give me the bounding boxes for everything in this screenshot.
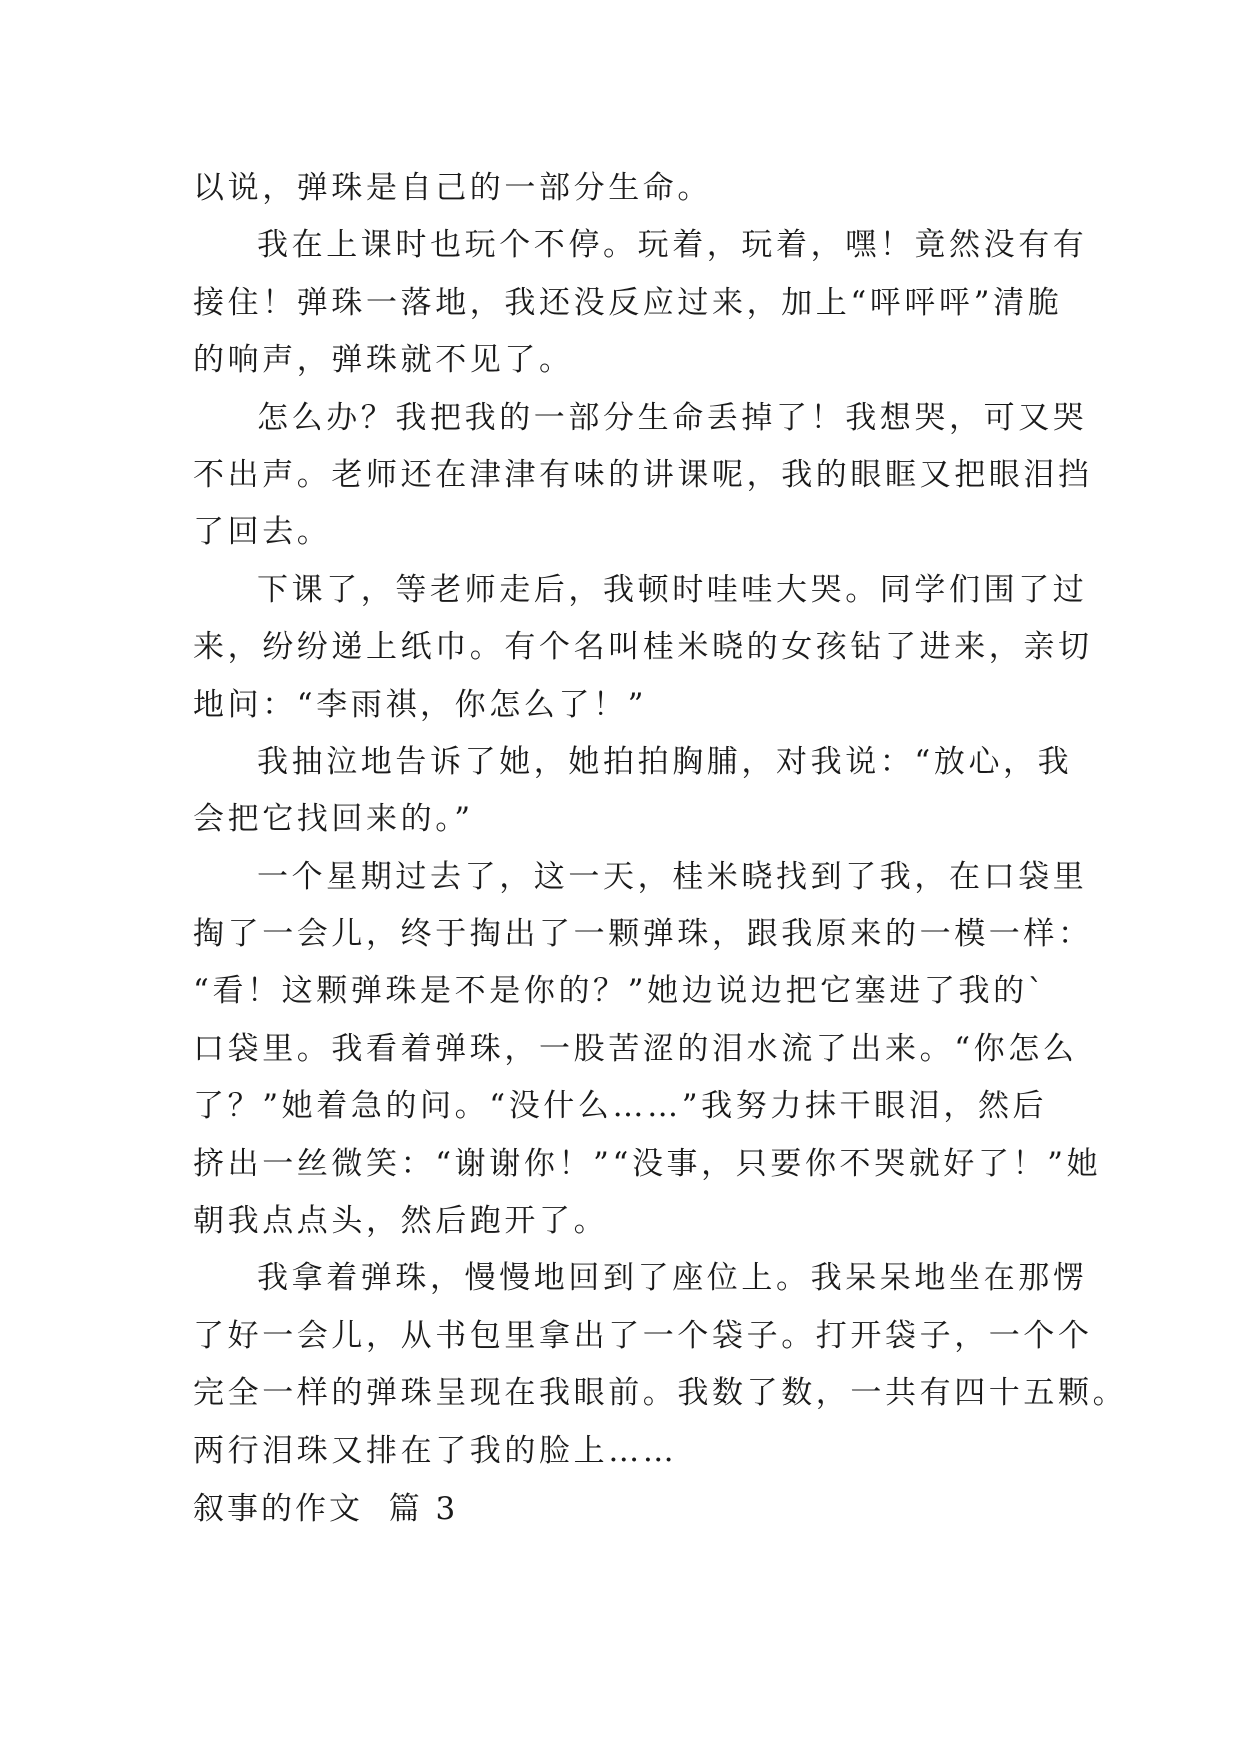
text-line: 地问：“李雨祺，你怎么了！” xyxy=(193,686,648,723)
text-line: 来，纷纷递上纸巾。有个名叫桂米晓的女孩钻了进来，亲切 xyxy=(193,629,1093,666)
text-line: 两行泪珠又排在了我的脸上…… xyxy=(193,1432,678,1469)
text-line: 接住！弹珠一落地，我还没反应过来，加上“呯呯呯”清脆 xyxy=(193,284,1063,321)
text-line: 会把它找回来的。” xyxy=(193,801,474,838)
text-line: 的响声，弹珠就不见了。 xyxy=(193,342,574,379)
text-line: 口袋里。我看着弹珠，一股苦涩的泪水流了出来。“你怎么 xyxy=(193,1030,1078,1067)
text-line: 朝我点点头，然后跑开了。 xyxy=(193,1203,609,1240)
text-line: 完全一样的弹珠呈现在我眼前。我数了数，一共有四十五颗。 xyxy=(193,1375,1128,1412)
text-line: 一个星期过去了，这一天，桂米晓找到了我，在口袋里 xyxy=(257,858,1088,895)
text-line: 了？”她着急的问。“没什么……”我努力抹干眼泪，然后 xyxy=(193,1088,1048,1125)
text-line: 我在上课时也玩个不停。玩着，玩着，嘿！竟然没有有 xyxy=(257,227,1088,264)
text-line: 我拿着弹珠，慢慢地回到了座位上。我呆呆地坐在那愣 xyxy=(257,1260,1088,1297)
text-line: 了好一会儿，从书包里拿出了一个袋子。打开袋子，一个个 xyxy=(193,1317,1093,1354)
text-line: 我抽泣地告诉了她，她拍拍胸脯，对我说：“放心，我 xyxy=(257,743,1073,780)
text-line: 怎么办？我把我的一部分生命丢掉了！我想哭，可又哭 xyxy=(257,399,1088,436)
text-line: 掏了一会儿，终于掏出了一颗弹珠，跟我原来的一模一样： xyxy=(193,916,1093,953)
text-line: 了回去。 xyxy=(193,514,332,551)
text-line: 不出声。老师还在津津有味的讲课呢，我的眼眶又把眼泪挡 xyxy=(193,456,1093,493)
text-line: “看！这颗弹珠是不是你的？”她边说边把它塞进了我的` xyxy=(193,973,1047,1010)
text-line: 下课了，等老师走后，我顿时哇哇大哭。同学们围了过 xyxy=(257,571,1088,608)
section-heading: 叙事的作文 篇 3 xyxy=(193,1490,459,1527)
essay-body xyxy=(193,160,1128,1538)
text-line: 以说，弹珠是自己的一部分生命。 xyxy=(193,170,712,206)
text-line: 挤出一丝微笑：“谢谢你！”“没事，只要你不哭就好了！”她 xyxy=(193,1145,1102,1182)
